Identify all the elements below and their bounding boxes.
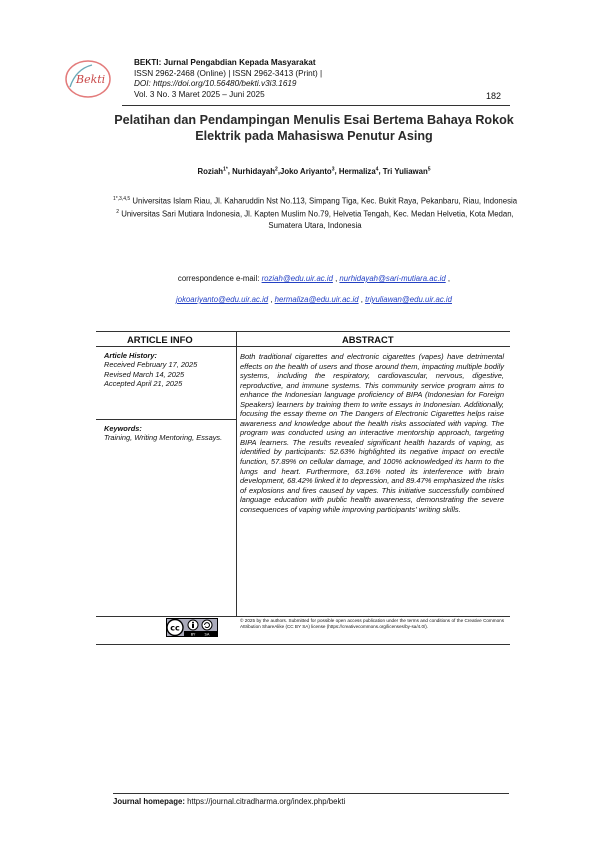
table-top-rule — [96, 331, 510, 332]
affiliation: $^{1*,3,4,5}$ Universitas Islam Riau, Jl. Kaharuddin Nst No.113, Simpang Tiga, Kec. Bukit Raya, Pekanbaru, Riau, Indonesia — [112, 196, 518, 206]
author-email-link[interactable]: jokoariyanto@edu.uir.ac.id — [176, 295, 269, 304]
table-column-divider — [236, 331, 237, 616]
page-number: 182 — [485, 91, 501, 101]
author-affil-mark: 4 — [375, 166, 379, 172]
author-list: Roziah$^{1*}$, Nurhidayah$^2$,Joko Ariyanto$^3$, Hermaliza$^4$, Tri Yuliawan$^5$ — [197, 166, 431, 176]
svg-text:BY: BY — [190, 631, 196, 637]
author-name: Roziah$^{1*}$ — [197, 166, 228, 176]
journal-volume: Vol. 3 No. 3 Maret 2025 – Juni 2025 — [134, 89, 265, 99]
article-history — [104, 351, 232, 389]
license-bottom-rule — [96, 644, 510, 645]
journal-logo — [62, 57, 114, 101]
journal-issn: ISSN 2962-2468 (Online) | ISSN 2962-3413 (Print) | — [134, 68, 323, 78]
author-affil-mark: 5 — [427, 166, 431, 172]
history-received: Received February 17, 2025 — [104, 360, 198, 370]
svg-text:cc: cc — [170, 623, 180, 633]
paper-title: Pelatihan dan Pendampingan Menulis Esai Bertema Bahaya Rokok Elektrik pada Mahasiswa Penutur Asing — [114, 113, 514, 143]
journal-header — [134, 58, 322, 100]
author-email-link[interactable]: nurhidayah@sari-mutiara.ac.id — [339, 274, 446, 283]
correspondence-label: correspondence e-mail: — [177, 274, 262, 283]
history-revised: Revised March 14, 2025 — [104, 369, 185, 379]
affiliation-mark: 1*,3,4,5 — [112, 196, 131, 202]
history-accepted: Accepted April 21, 2025 — [104, 379, 183, 389]
author-name: Nurhidayah$^2$ — [232, 166, 278, 176]
article-info-heading: ARTICLE INFO — [127, 334, 193, 345]
svg-text:Bekti: Bekti — [76, 73, 106, 86]
cc-by-sa-badge-icon[interactable] — [166, 618, 218, 637]
keywords-block — [104, 424, 232, 443]
info-separator — [96, 419, 236, 420]
svg-text:SA: SA — [204, 631, 210, 637]
affiliation-mark: 2 — [116, 208, 120, 215]
abstract-text: Both traditional cigarettes and electronic cigarettes (vapes) have detrimental effects on the health of users and those around them, impacting multiple bodily systems, including the respiratory, cardiovascular, nervous, digestive, reproductive, and immune systems. This community service program aims to enhance the Indonesian language proficiency of BIPA (Indonesian for Foreign Speakers) learners by training them to write essays in Indonesian. Additionally, focusing the essay theme on The Dangers of Electronic Cigarettes helps raise awareness and knowledge about the health risks associated with vaping. The program was conducted using an interactive mentorship approach, targeting BIPA learners. The results revealed significant health hazards of vaping, as identified by participants: 52.63% highlighted its negative impact on erectile function, 57.89% on cellular damage, and 100% acknowledged its harm to the lungs and heart. Furthermore, 63.16% noted its interference with brain development, 68.42% linked it to depression, and 89.47% emphasized the risks of explosions and fires caused by vapes. This initiative successfully combined language education with public health awareness, demonstrating the severe consequences of vaping while improving participants' writing skills. — [240, 352, 504, 514]
license-text: © 2025 by the authors. Submitted for possible open access publication under the terms and conditions of the Creative Commons Attribution ShareAlike (CC BY SA) license (https://creativecommons.org/licenses/by-sa/4.0/). — [240, 618, 504, 629]
keywords-text: Training, Writing Mentoring, Essays. — [104, 433, 223, 443]
author-affil-mark: 1* — [223, 166, 228, 172]
journal-doi[interactable]: DOI: https://doi.org/10.56480/bekti.v3i3.1619 — [134, 79, 297, 89]
history-label: Article History: — [104, 351, 157, 360]
homepage-url[interactable]: https://journal.citradharma.org/index.php/bekti — [184, 797, 346, 806]
author-name: Joko Ariyanto$^3$ — [279, 166, 335, 176]
author-email-link[interactable]: triyuliawan@edu.uir.ac.id — [365, 295, 452, 304]
footer-divider — [113, 793, 509, 794]
journal-homepage — [113, 797, 345, 806]
journal-name: BEKTI: Jurnal Pengabdian Kepada Masyarakat — [134, 58, 316, 67]
author-name: Tri Yuliawan$^5$ — [382, 166, 431, 176]
author-affil-mark: 2 — [275, 166, 278, 172]
author-email-link[interactable]: hermaliza@edu.uir.ac.id — [274, 295, 359, 304]
table-header-rule — [96, 346, 510, 347]
author-affil-mark: 3 — [331, 166, 335, 172]
affiliation: $^2$ Universitas Sari Mutiara Indonesia, Jl. Kapten Muslim No.79, Helvetia Tengah, Kec. Medan Helvetia, Kota Medan, Sumatera Utara, Indonesia — [116, 208, 514, 230]
homepage-label: Journal homepage: — [113, 797, 185, 806]
correspondence: correspondence e-mail: roziah@edu.uir.ac.id , nurhidayah@sari-mutiara.ac.id , jokoariyanto@edu.uir.ac.id , hermaliza@edu.uir.ac.id , triyuliawan@edu.uir.ac.id — [176, 274, 452, 304]
author-name: Hermaliza$^4$ — [338, 166, 379, 176]
affiliations — [100, 194, 530, 231]
abstract-heading: ABSTRACT — [342, 334, 394, 345]
keywords-label: Keywords: — [104, 424, 142, 433]
license-top-rule — [96, 616, 510, 617]
header-divider — [122, 105, 510, 106]
author-email-link[interactable]: roziah@edu.uir.ac.id — [261, 274, 333, 283]
